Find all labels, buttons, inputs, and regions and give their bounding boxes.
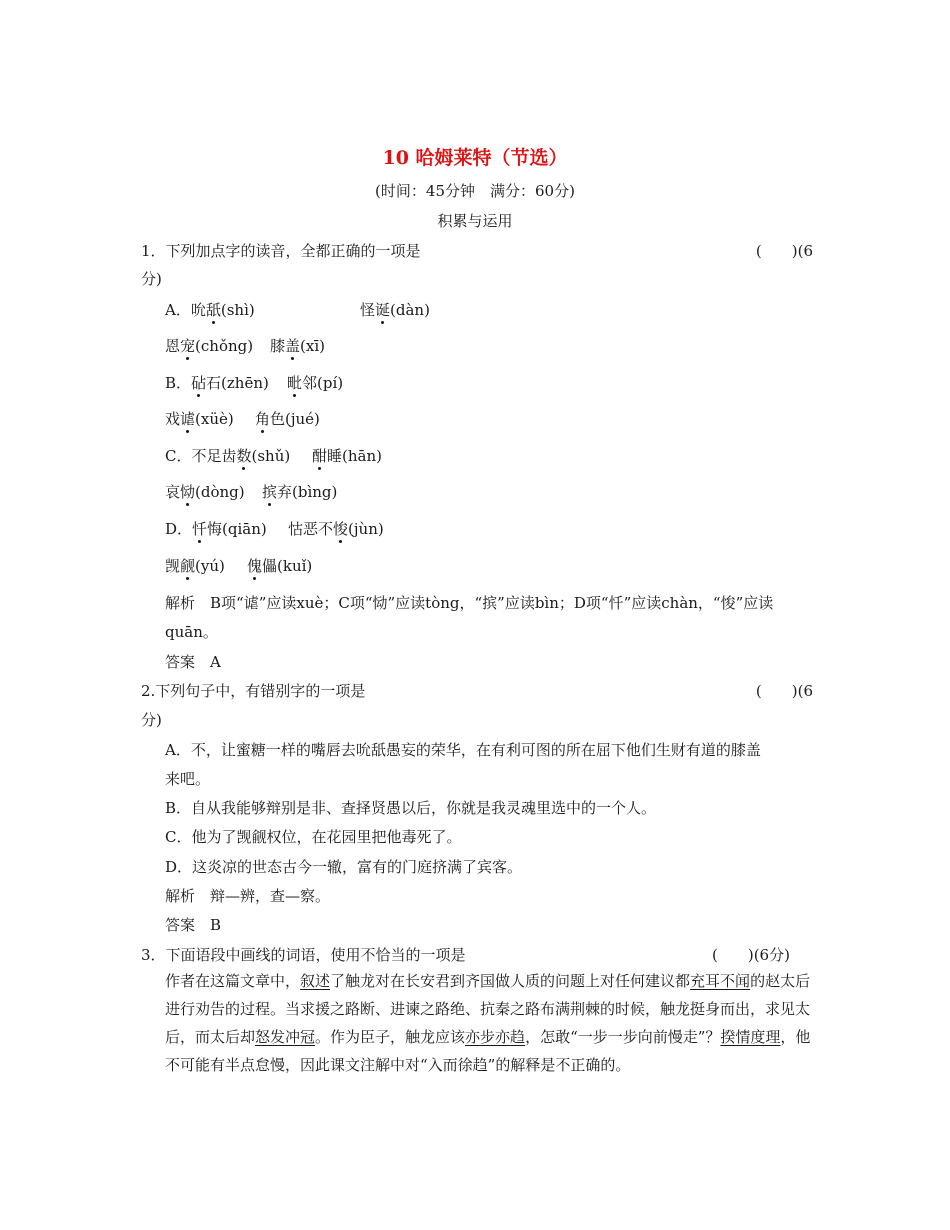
q1-option-c-item4: 摈弃(bìng) [262,483,338,501]
q2-option-d: D．这炎凉的世态古今一辙，富有的门庭挤满了宾客。 [165,858,523,876]
q1-analysis-wrap: quān。 [165,623,218,641]
q1-stem: 1．下列加点字的读音，全都正确的一项是 [141,242,421,260]
q1-option-b-item2: 毗邻(pí) [287,374,344,392]
q2-answer: 答案 B [165,916,222,934]
underlined-term-1: 叙述 [300,972,331,990]
section-heading: 积累与运用 [437,212,513,230]
q3-answer-bracket: ( )(6分) [712,946,790,964]
q1-option-a-item4: 膝盖(xī) [270,337,325,355]
q1-answer: 答案 A [165,653,221,671]
q2-stem: 2.下列句子中，有错别字的一项是 [141,682,366,700]
q3-stem: 3．下面语段中画线的词语，使用不恰当的一项是 [141,946,466,964]
time-score-info: (时间：45分钟 满分：60分) [375,182,575,200]
q1-option-c-item3: 哀恸(dòng) [165,483,245,501]
q1-option-a-item2: 怪诞(dàn) [360,301,430,319]
q2-option-c: C．他为了觊觎权位，在花园里把他毒死了。 [165,828,462,846]
q3-passage: 作者在这篇文章中，叙述了触龙对在长安君到齐国做人质的问题上对任何建议都充耳不闻的赵太后进行劝告的过程。当求援之路断、进谏之路绝、抗秦之路布满荆棘的时候，触龙挺身而出，求见太后，而太后却怒发冲冠。作为臣子，触龙应该亦步亦趋，怎敢“一步一步向前慢走”？揆情度理，他不可能有半点怠慢，因此课文注解中对“入而徐趋”的解释是不正确的。 [165,972,811,1074]
q1-option-d-item3: 觊觎(yú) [165,557,225,575]
underlined-term-2: 充耳不闻 [690,972,751,990]
q1-option-b-item4: 角色(jué) [255,410,320,428]
q1-option-d-item2: 怙恶不悛(jùn) [288,520,384,538]
q1-option-a-item3: 恩宠(chǒng) [165,337,254,355]
q1-answer-bracket: ( )(6 [755,242,813,260]
q1-option-b-item1: B．砧石(zhēn) [165,374,269,392]
q2-answer-bracket: ( )(6 [755,682,813,700]
underlined-term-4: 亦步亦趋 [465,1028,526,1046]
q2-option-a: A．不，让蜜糖一样的嘴唇去吮舐愚妄的荣华，在有利可图的所在屈下他们生财有道的膝盖 [165,741,761,759]
q2-score-wrap: 分) [141,711,162,729]
page-title: 10 哈姆莱特（节选） [382,147,568,169]
q1-option-d-item1: D．忏悔(qiān) [165,520,267,538]
q2-option-a-wrap: 来吧。 [165,770,211,788]
q2-analysis: 解析 辩—辨，查—察。 [165,887,331,905]
q1-option-b-item3: 戏谑(xüè) [165,410,234,428]
q1-option-c-item1: C．不足齿数(shǔ) [165,447,291,465]
q1-option-a-item1: A．吮舐(shì) [165,301,255,319]
q1-analysis: 解析 B项“谑”应读xuè；C项“恸”应读tòng，“摈”应读bìn；D项“忏”应读chàn，“悛”应读 [165,594,774,612]
q1-option-d-item4: 傀儡(kuǐ) [247,557,313,575]
underlined-term-5: 揆情度理 [720,1028,781,1046]
q1-option-c-item2: 酣睡(hān) [312,447,382,465]
underlined-term-3: 怒发冲冠 [255,1028,316,1046]
q1-score-wrap: 分) [141,270,162,288]
q2-option-b: B．自从我能够辩别是非、查择贤愚以后，你就是我灵魂里选中的一个人。 [165,799,657,817]
